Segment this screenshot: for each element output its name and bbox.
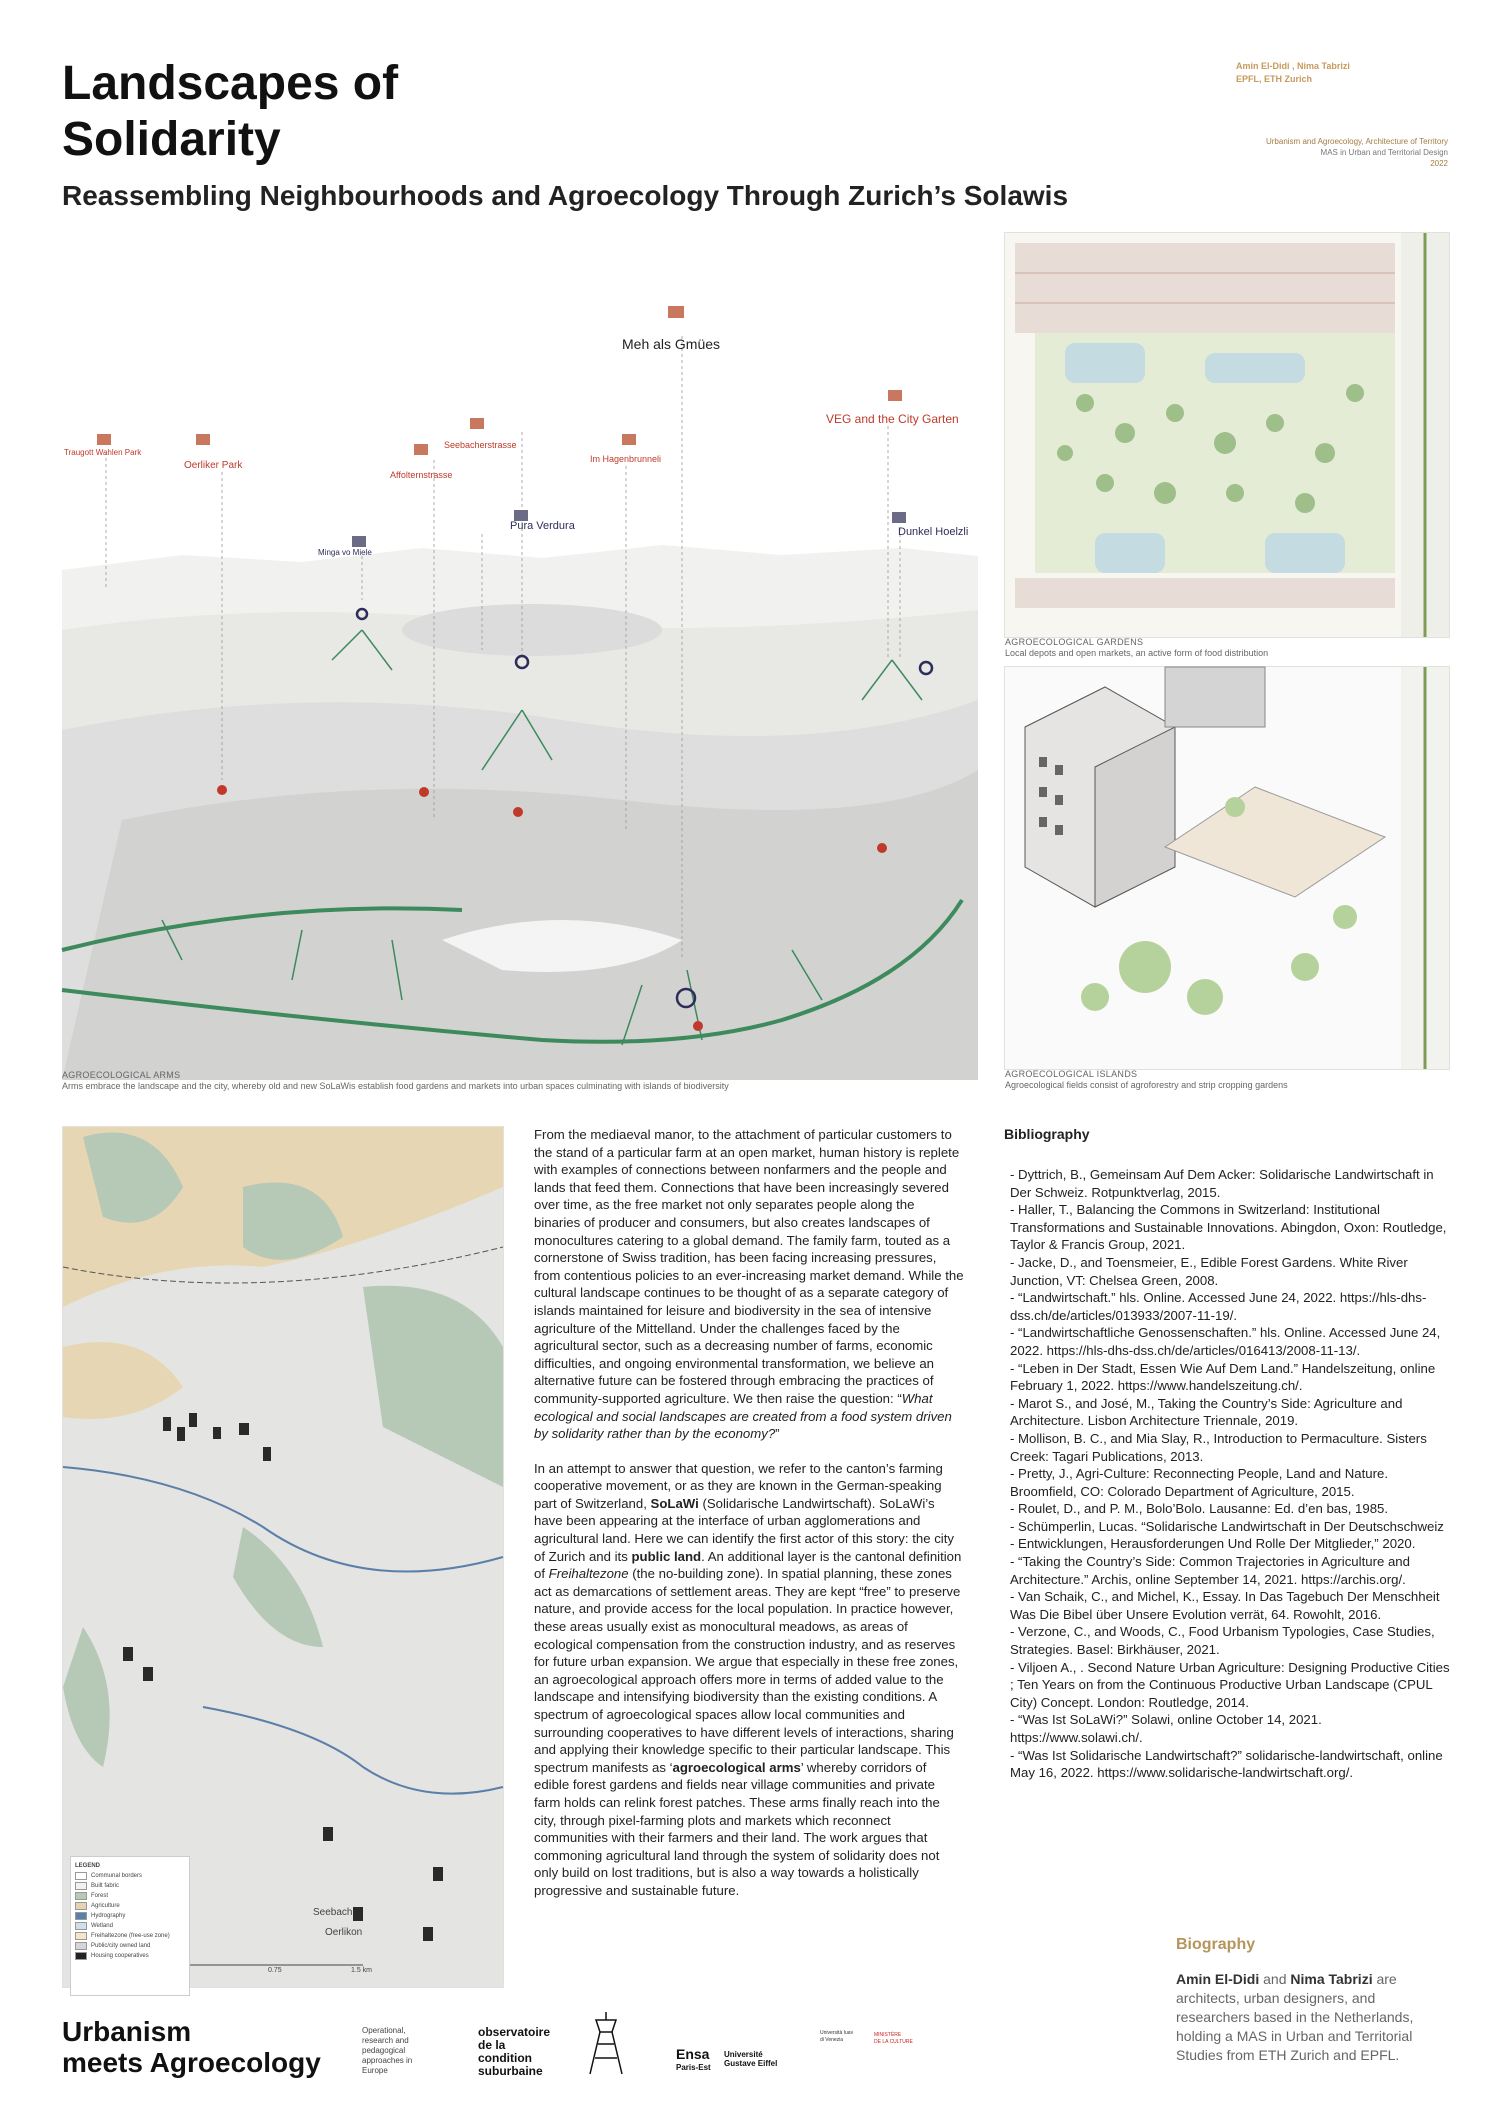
legend-item: Communal borders (75, 1871, 185, 1881)
poster-title (62, 56, 582, 168)
gardens-caption (1005, 637, 1449, 659)
pin-minga-vo-miele: Minga vo Miele (318, 548, 372, 557)
title-line-2: Solidarity (62, 113, 281, 166)
pin-im-hagenbrunneli: Im Hagenbrunneli (590, 454, 662, 464)
bibliography-item: - Van Schaik, C., and Michel, K., Essay. In Das Tagebuch Der Menschheit Was Die Bibel über Unsere Evolution verrät, 64. Rowohlt, 2016. (1010, 1589, 1440, 1622)
islands-figure (1004, 666, 1450, 1090)
map-place-seebach: Seebach (313, 1907, 353, 1918)
ministere-culture-logo: MINISTÈRE DE LA CULTURE (874, 2032, 913, 2045)
bibliography-item: - Dyttrich, B., Gemeinsam Auf Dem Acker: Solidarische Landwirtschaft in Der Schweiz. Rotpunktverlag, 2015. (1010, 1167, 1434, 1200)
pin-dunkel-hoelzli: Dunkel Hoelzli (898, 526, 969, 538)
bibliography-item: - “Landwirtschaft.” hls. Online. Accessed June 24, 2022. https://hls-dhs-dss.ch/de/articles/013933/2007-11-19/. (1010, 1290, 1427, 1323)
landscape-caption (62, 1070, 978, 1092)
legend-item: Forest (75, 1891, 185, 1901)
legend-item: Freihaltezone (free-use zone) (75, 1931, 185, 1941)
bibliography-list (1010, 1166, 1450, 1782)
bibliography-item: - Verzone, C., and Woods, C., Food Urbanism Typologies, Case Studies, Strategies. Basel: Birkhäuser, 2021. (1010, 1624, 1435, 1658)
program-year: 2022 (1430, 159, 1448, 168)
pin-pura-verdura: Pura Verdura (510, 520, 575, 532)
gardens-figure (1004, 232, 1450, 658)
bibliography-item: - Jacke, D., and Toensmeier, E., Edible Forest Gardens. White River Junction, VT: Chelsea Green, 2008. (1010, 1254, 1408, 1288)
landscape-figure (62, 300, 978, 1091)
legend-item: Public/city owned land (75, 1941, 185, 1951)
pin-seebacherstrasse: Seebacherstrasse (444, 440, 517, 450)
bibliography-item: - Mollison, B. C., and Mia Slay, R., Introduction to Permaculture. Sisters Creek: Tagari Publications, 2013. (1010, 1430, 1427, 1464)
institutions: EPFL, ETH Zurich (1236, 74, 1313, 84)
landscape-caption-text: Arms embrace the landscape and the city, whereby old and new SoLaWis establish food gardens and markets into urban spaces culminating with islands of biodiversity (62, 1081, 729, 1091)
bibliography-item: - Marot S., and José, M., Taking the Country’s Side: Agriculture and Architecture. Lisbon Architecture Triennale, 2019. (1010, 1395, 1403, 1429)
universite-gustave-eiffel-logo: Université Gustave Eiffel (724, 2050, 778, 2068)
paragraph-2: In an attempt to answer that question, we refer to the canton’s farming cooperative movement, or as they are known in the German-speaking part of Switzerland, SoLaWi (Solidarische Landwirtschaft). SoLaWi’s have been appearing at the interface of urban agglomerations and agricultural land. Here we can identify the first actor of this story: the city of Zurich and its public land. An additional layer is the cantonal definition of Freihaltezone (the no-building zone). In spatial planning, these zones act as demarcations of settlement areas. They are kept “free” to preserve nature, and provide access for the local population. In practice however, these areas usually exist as monocultural meadows, as areas of ecological compensation from the construction industry, and as reserves for future urban expansion. We argue that especially in these free zones, an agroecological approach offers more in terms of added value to the landscape and intensifying biodiversity than the existing conditions. A spectrum of agroecological spaces allow local communities and surrounding cooperatives to have different levels of interactions, sharing and applying their knowledge specific to their particular landscape. This spectrum manifests as ‘agroecological arms’ whereby corridors of edible forest gardens and fields near village communities and private farm holds can relink forest patches. These arms finally reach into the city, through pixel-farming plots and markets which reconnect communities with their farmers and their land. The work argues that commoning agricultural land through the system of solidarity does not only build on lost traditions, but is also a way towards a holistically progressive and sustainable future. (534, 1460, 962, 1898)
map-place-oerlikon: Oerlikon (325, 1927, 363, 1938)
footer-title: Urbanism meets Agroecology (62, 2016, 321, 2078)
authors: Amin El-Didi , Nima Tabrizi (1236, 61, 1350, 71)
tower-logo-icon (576, 2010, 636, 2078)
iuav-logo: Università Iuav di Venezia (820, 2030, 854, 2043)
footer-note: Operational, research and pedagogical approaches in Europe (362, 2026, 413, 2075)
bibliography-item: - “Taking the Country’s Side: Common Trajectories in Agriculture and Architecture.” Archis, online September 14, 2021. https://archis.org/. (1010, 1554, 1410, 1587)
bibliography-item: - Schümperlin, Lucas. “Solidarische Landwirtschaft in Der Deutschschweiz - Entwicklungen, Herausforderungen Und Rolle Der Mitglieder,” 2020. (1010, 1518, 1444, 1552)
gardens-caption-title: AGROECOLOGICAL GARDENS (1005, 637, 1144, 647)
legend-item: Wetland (75, 1921, 185, 1931)
bibliography-item: - Viljoen A., . Second Nature Urban Agriculture: Designing Productive Cities ; Ten Years on from the Continuous Productive Urban Landscape (CPUL City) Concept. London: Routledge, 2014. (1010, 1659, 1450, 1710)
program-line-2: MAS in Urban and Territorial Design (1320, 148, 1448, 157)
bibliography-item: - “Was Ist Solidarische Landwirtschaft?” solidarische-landwirtschaft, online May 16, 2022. https://www.solidarische-landwirtschaft.org/. (1010, 1747, 1443, 1781)
authors-block (1236, 60, 1350, 86)
pin-veg-and-the-city-garten: VEG and the City Garten (826, 412, 959, 426)
paragraph-1: From the mediaeval manor, to the attachment of particular customers to the stand of a particular farm at an open market, human history is replete with examples of connections between nonfarmers and the people and lands that feed them. Connections that have been increasingly severed over time, as the free market not only separates people along the binaries of producer and consumers, but also creates landscapes of monocultures catering to a global demand. The family farm, touted as a cornerstone of Swiss tradition, has been facing increasing pressures, from contentious policies to an ever-increasing market demand. While the cultural landscape continues to be thought of as a separate category of islands maintained for leisure and biodiversity in the sea of intensive agriculture of the Mittelland. Under the challenges faced by the agricultural sector, such as a decreasing number of farms, economic difficulties, and ongoing environmental transformation, we believe an alternative future can be fostered through embracing the practices of community-supported agriculture. We then raise the question: “What ecological and social landscapes are created from a food system driven by solidarity rather than by the economy?” (534, 1127, 964, 1442)
islands-caption-title: AGROECOLOGICAL ISLANDS (1005, 1069, 1138, 1079)
map-scale-mid: 0.75 (268, 1967, 282, 1974)
observatoire-logo: observatoire de la condition suburbaine (478, 2025, 551, 2078)
gardens-caption-text: Local depots and open markets, an active form of food distribution (1005, 648, 1269, 658)
biography-text: Amin El-Didi and Nima Tabrizi are architects, urban designers, and researchers based in the Netherlands, holding a MAS in Urban and Territorial Studies from ETH Zurich and EPFL. (1176, 1971, 1414, 2063)
title-line-1: Landscapes of (62, 57, 399, 110)
bibliography-item: - “Leben in Der Stadt, Essen Wie Auf Dem Land.” Handelszeitung, online February 1, 2022. https://www.handelszeitung.ch/. (1010, 1360, 1436, 1394)
legend-item: Built fabric (75, 1881, 185, 1891)
poster-subtitle: Reassembling Neighbourhoods and Agroecology Through Zurich’s Solawis (62, 180, 1069, 211)
pin-traugott-wahlen-park: Traugott Wahlen Park (64, 448, 142, 457)
pin-affolternstrasse: Affolternstrasse (390, 470, 453, 480)
islands-caption-text: Agroecological fields consist of agroforestry and strip cropping gardens (1005, 1080, 1288, 1090)
bibliography-item: - “Landwirtschaftliche Genossenschaften.” hls. Online. Accessed June 24, 2022. https://hls-dhs-dss.ch/de/articles/016413/2008-11-13/. (1010, 1325, 1441, 1358)
biography-title: Biography (1176, 1936, 1256, 1953)
program-line-1: Urbanism and Agroecology, Architecture of Territory (1265, 137, 1448, 146)
program-block (1266, 136, 1448, 169)
bibliography-item: - “Was Ist SoLaWi?” Solawi, online October 14, 2021. https://www.solawi.ch/. (1010, 1712, 1322, 1745)
legend-item: Housing cooperatives (75, 1951, 185, 1961)
bibliography-item: - Roulet, D., and P. M., Bolo’Bolo. Lausanne: Ed. d’en bas, 1985. (1010, 1501, 1389, 1517)
islands-caption (1005, 1069, 1449, 1091)
map-legend (70, 1856, 190, 1996)
ensa-logo: Ensa Paris-Est (676, 2046, 711, 2072)
islands-axonometric-drawing (1005, 667, 1449, 1069)
legend-item: Agriculture (75, 1901, 185, 1911)
bibliography-item: - Haller, T., Balancing the Commons in Switzerland: Institutional Transformations and Sustainable Innovations. Abingdon, Oxon: Routledge, Taylor & Francis Group, 2021. (1010, 1202, 1447, 1253)
legend-item: Hydrography (75, 1911, 185, 1921)
pin-meh-als-gmues: Meh als Gmües (622, 336, 721, 352)
landscape-caption-title: AGROECOLOGICAL ARMS (62, 1070, 181, 1080)
pin-oerliker-park: Oerliker Park (184, 460, 243, 471)
main-text (534, 1126, 964, 1917)
map-scale-end: 1.5 km (351, 1967, 373, 1974)
legend-title: LEGEND (75, 1863, 101, 1869)
gardens-plan-drawing (1005, 233, 1449, 637)
bibliography-title: Bibliography (1004, 1126, 1090, 1142)
bibliography-item: - Pretty, J., Agri-Culture: Reconnecting People, Land and Nature. Broomfield, CO: Colorado Department of Agriculture, 2015. (1010, 1466, 1388, 1499)
